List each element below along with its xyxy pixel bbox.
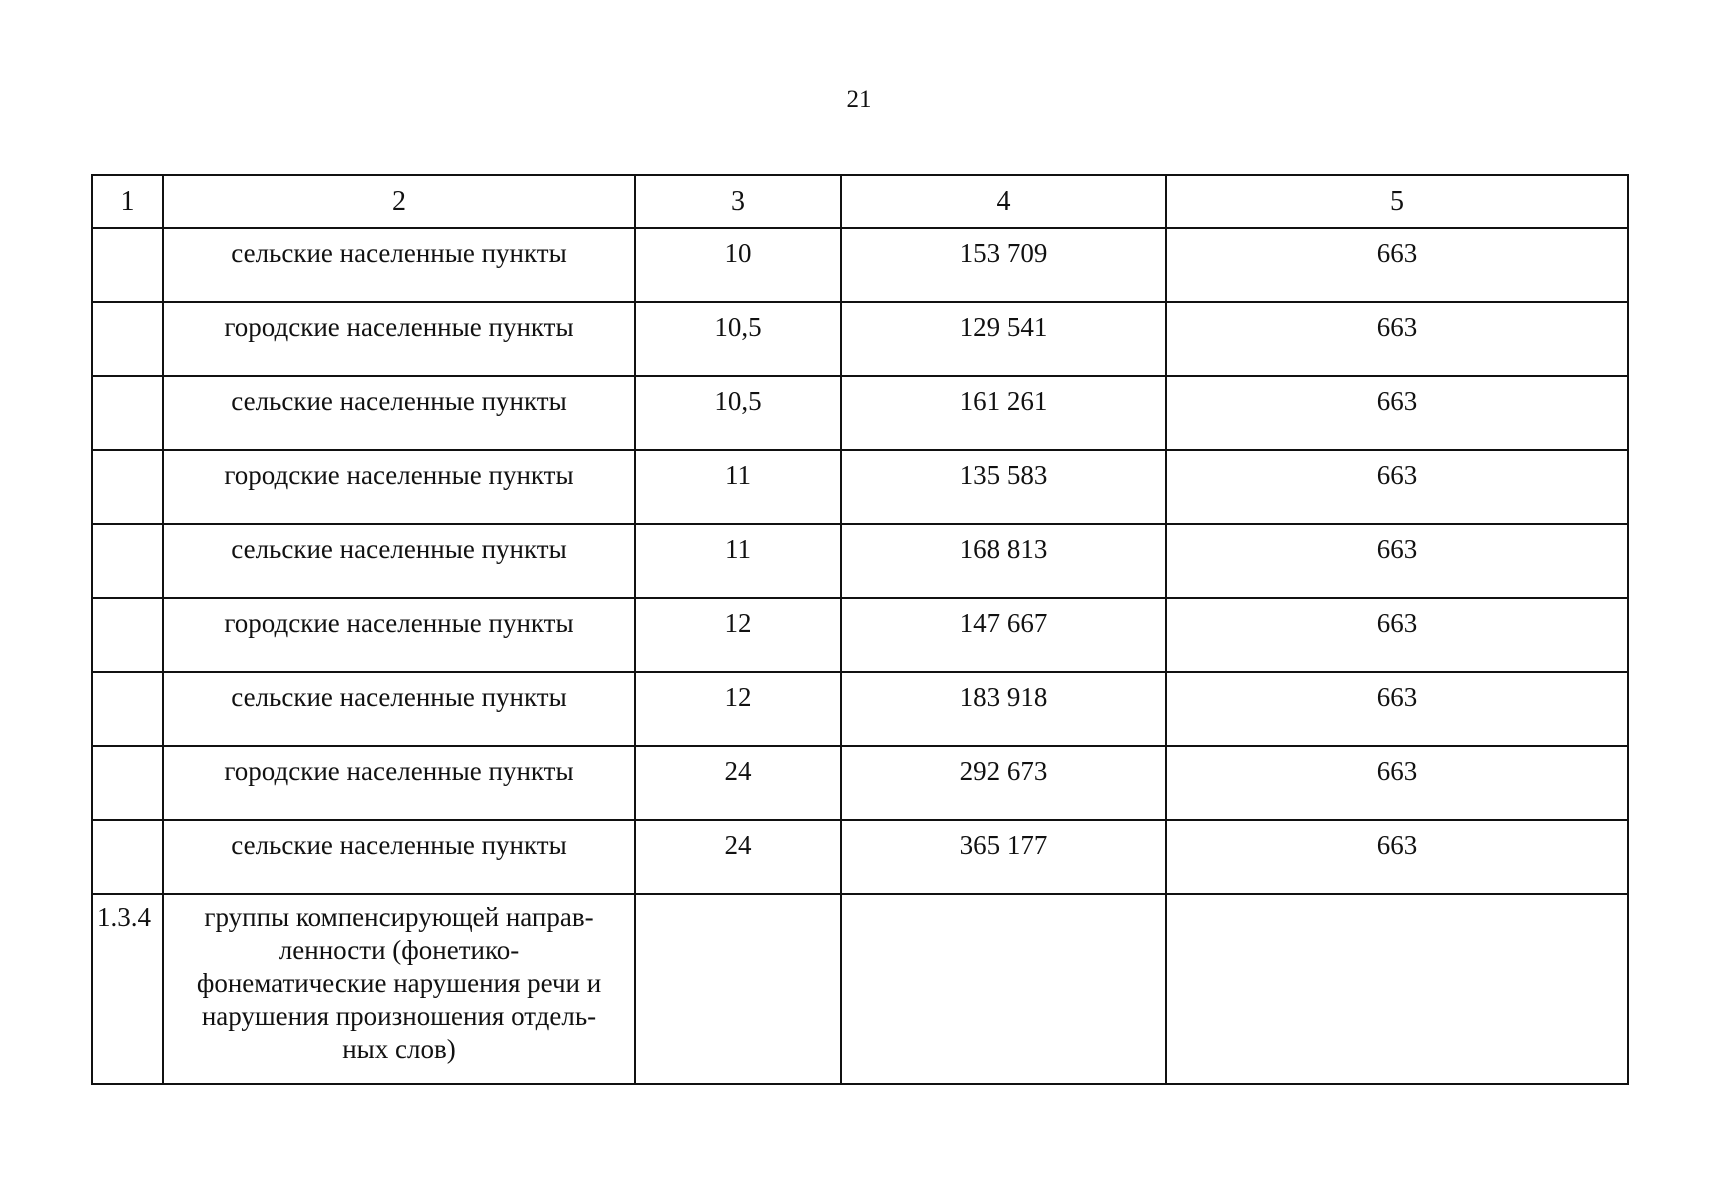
value-cell: 663 <box>1166 228 1628 302</box>
settlement-type-cell: городские населенные пункты <box>163 598 635 672</box>
settlement-type-cell: сельские населенные пункты <box>163 672 635 746</box>
header-cell-3: 3 <box>635 175 841 228</box>
code-cell <box>92 524 163 598</box>
header-cell-2: 2 <box>163 175 635 228</box>
table-header-row <box>92 175 1628 228</box>
header-cell-4: 4 <box>841 175 1166 228</box>
table-row <box>92 228 1628 302</box>
group-name-line: фонематические нарушения речи и <box>196 967 602 998</box>
value-cell: 663 <box>1166 524 1628 598</box>
code-cell <box>92 450 163 524</box>
table-row <box>92 376 1628 450</box>
table-row <box>92 450 1628 524</box>
hours-cell: 12 <box>635 672 841 746</box>
tariff-table <box>91 174 1629 1085</box>
table-row <box>92 598 1628 672</box>
hours-cell: 10,5 <box>635 302 841 376</box>
group-row <box>92 894 1628 1084</box>
group-name-line: группы компенсирующей направ- <box>204 902 594 932</box>
group-value-cell <box>1166 894 1628 1084</box>
value-cell: 663 <box>1166 302 1628 376</box>
header-cell-1: 1 <box>92 175 163 228</box>
page-number: 21 <box>846 86 872 113</box>
code-cell <box>92 746 163 820</box>
table-row <box>92 746 1628 820</box>
amount-cell: 161 261 <box>841 376 1166 450</box>
settlement-type-cell: сельские населенные пункты <box>163 820 635 894</box>
hours-cell: 24 <box>635 820 841 894</box>
amount-cell: 168 813 <box>841 524 1166 598</box>
code-cell <box>92 672 163 746</box>
header-cell-5: 5 <box>1166 175 1628 228</box>
table-row <box>92 302 1628 376</box>
group-hours-cell <box>635 894 841 1084</box>
amount-cell: 292 673 <box>841 746 1166 820</box>
group-name-cell <box>163 894 635 1084</box>
hours-cell: 24 <box>635 746 841 820</box>
group-name-line: ных слов) <box>342 1033 456 1064</box>
code-cell <box>92 302 163 376</box>
value-cell: 663 <box>1166 746 1628 820</box>
table-row <box>92 672 1628 746</box>
amount-cell: 183 918 <box>841 672 1166 746</box>
settlement-type-cell: городские населенные пункты <box>163 450 635 524</box>
group-code-cell: 1.3.4 <box>92 894 163 1084</box>
amount-cell: 129 541 <box>841 302 1166 376</box>
table-row <box>92 820 1628 894</box>
settlement-type-cell: сельские населенные пункты <box>163 524 635 598</box>
group-name-line: нарушения произношения отдель- <box>201 1000 597 1031</box>
value-cell: 663 <box>1166 672 1628 746</box>
code-cell <box>92 376 163 450</box>
settlement-type-cell: сельские населенные пункты <box>163 376 635 450</box>
settlement-type-cell: городские населенные пункты <box>163 302 635 376</box>
hours-cell: 10 <box>635 228 841 302</box>
value-cell: 663 <box>1166 450 1628 524</box>
value-cell: 663 <box>1166 376 1628 450</box>
hours-cell: 12 <box>635 598 841 672</box>
settlement-type-cell: городские населенные пункты <box>163 746 635 820</box>
amount-cell: 153 709 <box>841 228 1166 302</box>
hours-cell: 10,5 <box>635 376 841 450</box>
amount-cell: 135 583 <box>841 450 1166 524</box>
code-cell <box>92 598 163 672</box>
group-name-line: ленности (фонетико- <box>278 934 520 965</box>
amount-cell: 147 667 <box>841 598 1166 672</box>
value-cell: 663 <box>1166 598 1628 672</box>
value-cell: 663 <box>1166 820 1628 894</box>
code-cell <box>92 228 163 302</box>
hours-cell: 11 <box>635 450 841 524</box>
amount-cell: 365 177 <box>841 820 1166 894</box>
settlement-type-cell: сельские населенные пункты <box>163 228 635 302</box>
table-row <box>92 524 1628 598</box>
code-cell <box>92 820 163 894</box>
hours-cell: 11 <box>635 524 841 598</box>
group-amount-cell <box>841 894 1166 1084</box>
